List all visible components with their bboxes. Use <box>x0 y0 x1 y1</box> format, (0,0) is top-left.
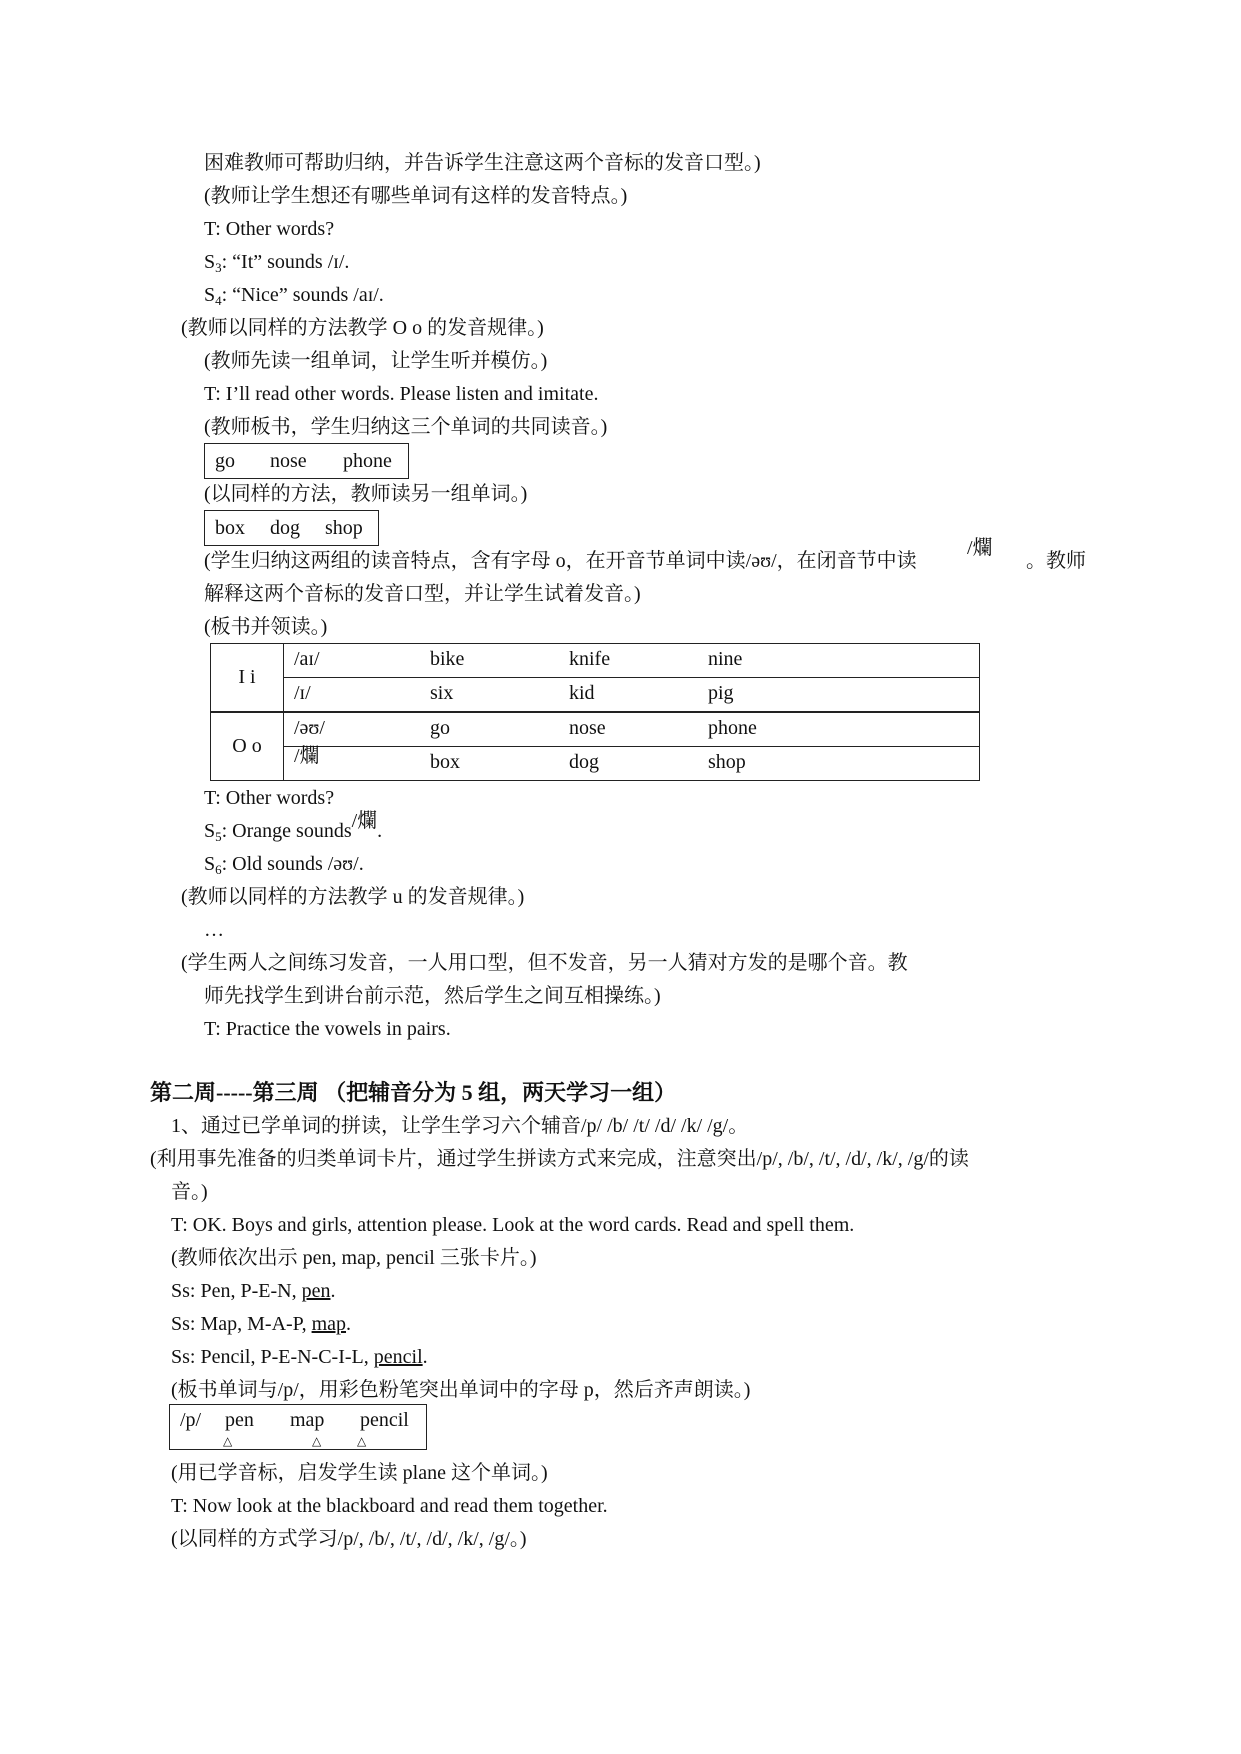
text-line: T: I’ll read other words. Please listen and imitate. <box>204 383 599 405</box>
text-line: (学生归纳这两组的读音特点，含有字母 o，在开音节单词中读/əʊ/，在闭音节中读 <box>204 550 917 572</box>
word-box-o-open <box>204 443 409 479</box>
word-box-p <box>169 1404 427 1450</box>
text-line: (板书并领读。) <box>204 616 328 638</box>
box-word: pencil <box>360 1409 409 1431</box>
text-line: T: Other words? <box>204 218 335 240</box>
text-line: (教师先读一组单词，让学生听并模仿。) <box>204 350 548 372</box>
text-line: T: Practice the vowels in pairs. <box>204 1018 451 1040</box>
text-line: $S_6$: Old sounds /əʊ/. <box>204 853 364 877</box>
box-word: shop <box>325 517 363 539</box>
text-line: T: Now look at the blackboard and read them together. <box>171 1495 608 1517</box>
table-row: /aɪ/ bike knife nine <box>284 644 980 678</box>
text-line: (板书单词与/p/，用彩色粉笔突出单词中的字母 p，然后齐声朗读。) <box>171 1379 751 1401</box>
box-word: /p/ <box>180 1409 202 1431</box>
table-row: /ɪ/ six kid pig <box>284 678 980 713</box>
box-word: nose <box>270 450 307 472</box>
text-line: (以同样的方法，教师读另一组单词。) <box>204 483 528 505</box>
box-word: box <box>215 517 245 539</box>
text-line: $S_3$: “It” sounds /ɪ/. <box>204 251 350 275</box>
text-line: 1、通过已学单词的拼读，让学生学习六个辅音/p/ /b/ /t/ /d/ /k/ /g/。 <box>171 1115 749 1137</box>
text-line: Ss: Pen, P-E-N, pen. <box>171 1280 336 1302</box>
text-line: Ss: Map, M-A-P, map. <box>171 1313 352 1335</box>
text-line: … <box>204 919 224 941</box>
box-word: pen <box>225 1409 254 1431</box>
triangle-mark: △ <box>357 1434 367 1448</box>
phonetic-glyph: /爛 <box>967 537 993 559</box>
word-box-o-closed <box>204 510 379 546</box>
triangle-mark: △ <box>223 1434 233 1448</box>
triangle-mark: △ <box>312 1434 322 1448</box>
text-line: $S_5$: Orange sounds/爛. <box>204 810 383 844</box>
text-line: 。教师 <box>1026 550 1086 572</box>
phonics-table <box>210 643 980 781</box>
text-line: Ss: Pencil, P-E-N-C-I-L, pencil. <box>171 1346 428 1368</box>
letter-cell-i: I i <box>211 644 284 713</box>
table-row: /爛 box dog shop <box>284 747 980 781</box>
text-line: T: Other words? <box>204 787 335 809</box>
text-line: (教师以同样的方法教学 u 的发音规律。) <box>181 886 525 908</box>
text-line: (教师以同样的方法教学 O o 的发音规律。) <box>181 317 544 339</box>
text-line: (利用事先准备的归类单词卡片，通过学生拼读方式来完成，注意突出/p/, /b/, /t/, /d/, /k/, /g/的读 <box>150 1148 969 1170</box>
section-heading: 第二周-----第三周 （把辅音分为 5 组，两天学习一组） <box>150 1080 677 1105</box>
text-line: (用已学音标，启发学生读 plane 这个单词。) <box>171 1462 548 1484</box>
text-line: (教师依次出示 pen, map, pencil 三张卡片。) <box>171 1247 537 1269</box>
text-line: (以同样的方式学习/p/, /b/, /t/, /d/, /k/, /g/。) <box>171 1528 527 1550</box>
text-line: $S_4$: “Nice” sounds /aɪ/. <box>204 284 384 308</box>
text-line: (教师让学生想还有哪些单词有这样的发音特点。) <box>204 185 628 207</box>
box-word: phone <box>343 450 392 472</box>
letter-cell-o: O o <box>211 712 284 781</box>
text-line: (教师板书，学生归纳这三个单词的共同读音。) <box>204 416 608 438</box>
box-word: map <box>290 1409 325 1431</box>
table-row: /əʊ/ go nose phone <box>284 712 980 747</box>
text-line: 音。) <box>171 1181 208 1203</box>
box-word: dog <box>270 517 300 539</box>
box-word: go <box>215 450 235 472</box>
text-line: 解释这两个音标的发音口型，并让学生试着发音。) <box>204 583 641 605</box>
text-line: T: OK. Boys and girls, attention please. Look at the word cards. Read and spell them. <box>171 1214 855 1236</box>
text-line: (学生两人之间练习发音，一人用口型，但不发音，另一人猜对方发的是哪个音。教 <box>181 952 908 974</box>
text-line: 困难教师可帮助归纳，并告诉学生注意这两个音标的发音口型。) <box>204 152 761 174</box>
text-line: 师先找学生到讲台前示范，然后学生之间互相操练。) <box>204 985 661 1007</box>
